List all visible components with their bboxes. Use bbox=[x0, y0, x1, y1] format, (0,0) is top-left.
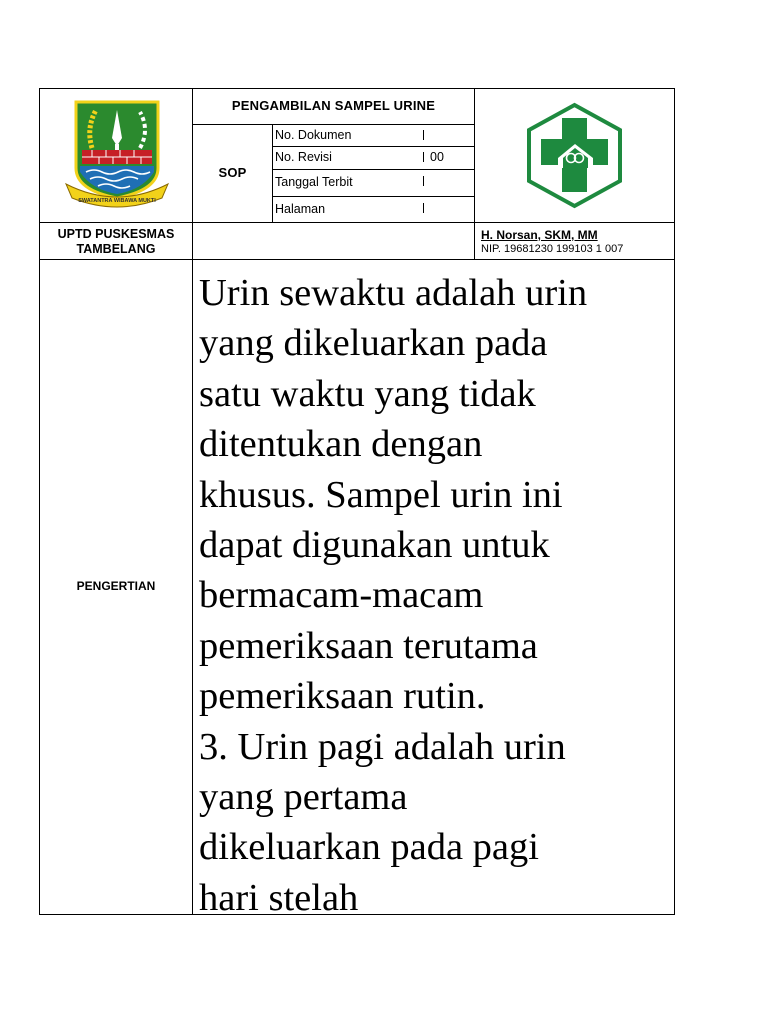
table-left-border bbox=[39, 88, 40, 915]
field-label-tanggal-terbit: Tanggal Terbit bbox=[275, 175, 353, 189]
regency-emblem-icon bbox=[62, 98, 172, 210]
table-right-border bbox=[674, 88, 675, 915]
row-divider-header bbox=[39, 222, 675, 223]
title-underline bbox=[192, 124, 475, 125]
field-separator-3 bbox=[423, 176, 424, 186]
sop-label-divider bbox=[272, 124, 273, 223]
organization-name-line2: TAMBELANG bbox=[76, 242, 156, 256]
column-divider-3 bbox=[474, 88, 475, 260]
field-label-no-dokumen: No. Dokumen bbox=[275, 128, 352, 142]
svg-text:SWATANTRA WIBAWA MUKTI: SWATANTRA WIBAWA MUKTI bbox=[78, 198, 156, 204]
field-label-halaman: Halaman bbox=[275, 202, 326, 216]
field-divider-1 bbox=[272, 146, 475, 147]
sop-label: SOP bbox=[218, 165, 247, 180]
column-divider-1 bbox=[192, 88, 193, 915]
row-divider-org bbox=[39, 259, 675, 260]
puskesmas-logo-icon bbox=[525, 102, 624, 209]
document-title: PENGAMBILAN SAMPEL URINE bbox=[231, 98, 436, 113]
signatory-nip: NIP. 19681230 199103 1 007 bbox=[481, 243, 624, 255]
field-divider-3 bbox=[272, 196, 475, 197]
field-separator-1 bbox=[423, 130, 424, 140]
signatory-name: H. Norsan, SKM, MM bbox=[481, 228, 598, 242]
section-label: PENGERTIAN bbox=[76, 579, 156, 593]
table-top-border bbox=[39, 88, 675, 89]
field-value-no-revisi: 00 bbox=[430, 150, 444, 164]
section-body-text: Urin sewaktu adalah urin yang dikeluarkan pada satu waktu yang tidak ditentukan dengan khusus. Sampel urin ini dapat digunakan untuk bermacam-macam pemeriksaan terutama pemeriksaan rutin. 3. Urin pagi adalah urin yang pertama dikeluarkan pada pagi hari stelah bbox=[199, 272, 588, 919]
organization-name-line1: UPTD PUSKESMAS bbox=[57, 227, 175, 241]
field-label-no-revisi: No. Revisi bbox=[275, 150, 332, 164]
field-divider-2 bbox=[272, 169, 475, 170]
field-separator-2 bbox=[423, 152, 424, 162]
field-separator-4 bbox=[423, 203, 424, 213]
